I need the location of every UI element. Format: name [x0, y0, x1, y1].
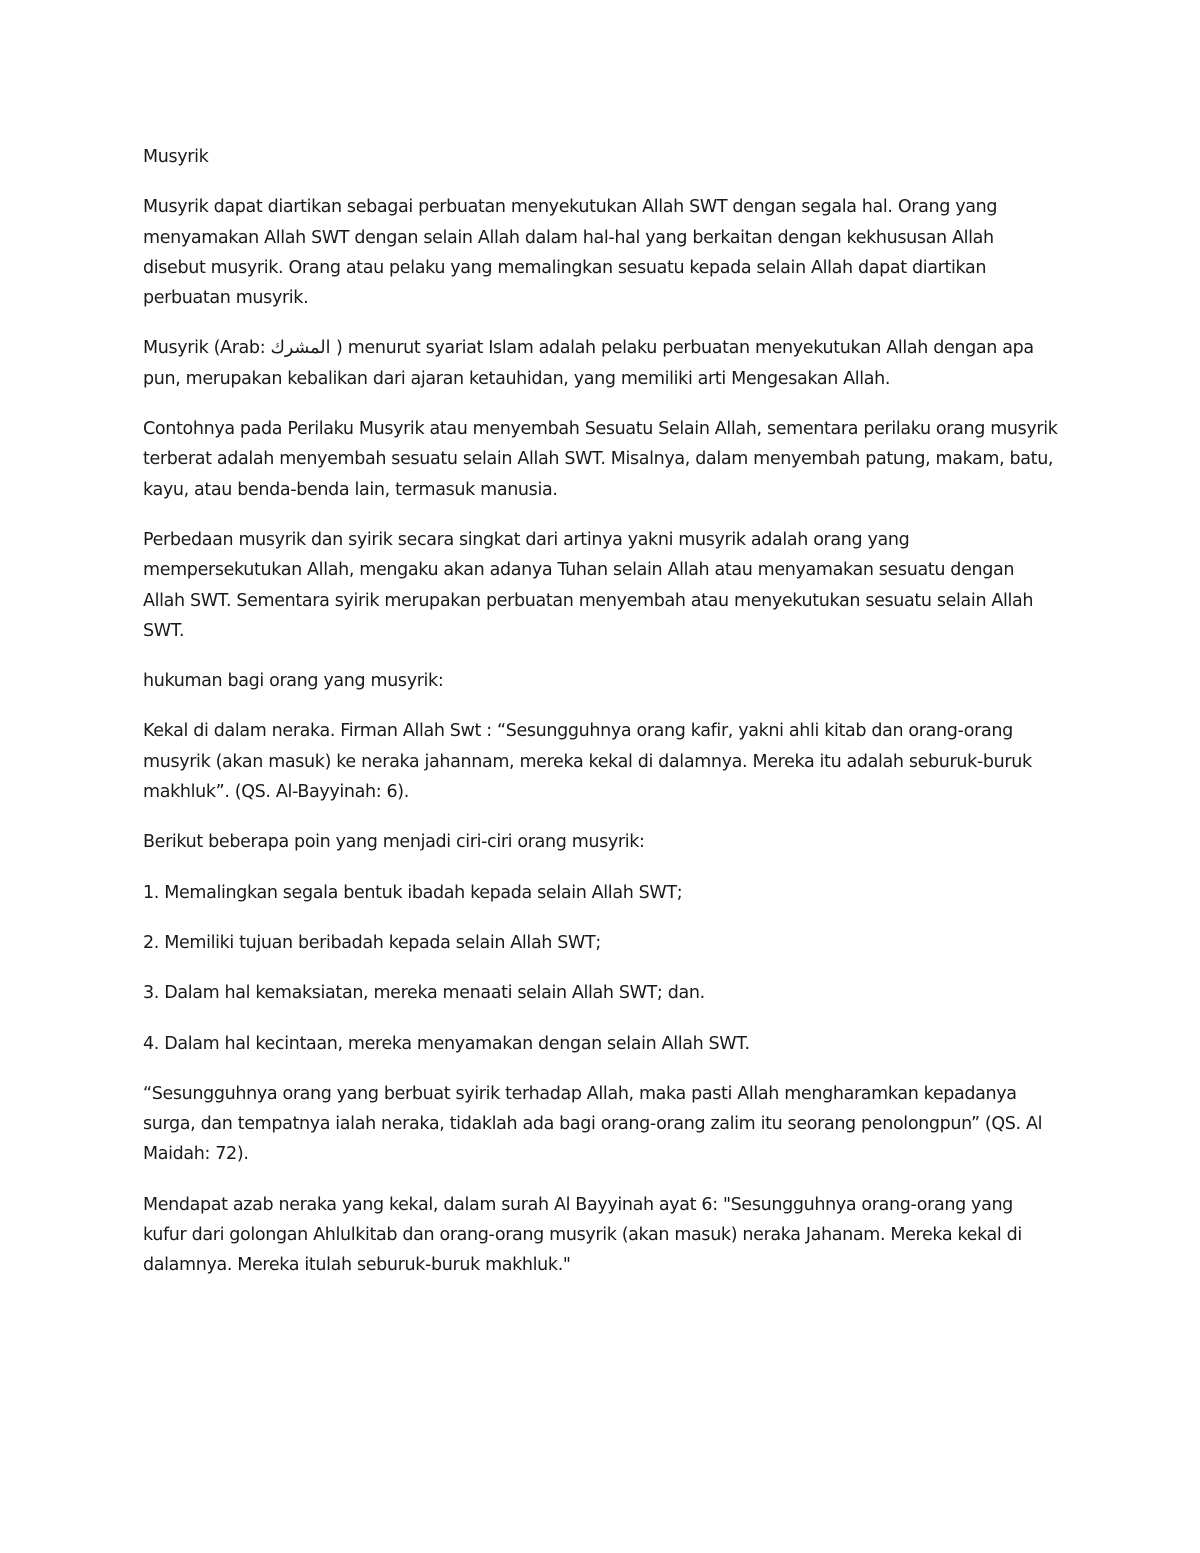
list-item: 1. Memalingkan segala bentuk ibadah kepada selain Allah SWT;	[143, 882, 683, 903]
paragraph-difference: Perbedaan musyrik dan syirik secara singkat dari artinya yakni musyrik adalah orang yang mempersekutukan Allah, mengaku akan adanya Tuhan selain Allah atau menyamakan sesuatu dengan Allah SWT. Sementara syirik merupakan perbuatan menyembah atau menyekutukan sesuatu selain Allah SWT.	[143, 529, 1034, 641]
paragraph-definition: Musyrik dapat diartikan sebagai perbuatan menyekutukan Allah SWT dengan segala hal. Orang yang menyamakan Allah SWT dengan selain Allah dalam hal-hal yang berkaitan dengan kekhususan Allah disebut musyrik. Orang atau pelaku yang memalingkan sesuatu kepada selain Allah dapat diartikan perbuatan musyrik.	[143, 197, 998, 309]
paragraph-arabic-term	[143, 333, 1060, 394]
paragraph-quote-al-maidah: “Sesungguhnya orang yang berbuat syirik terhadap Allah, maka pasti Allah mengharamkan kepadanya surga, dan tempatnya ialah neraka, tidaklah ada bagi orang-orang zalim itu seorang penolongpun” (QS. Al Maidah: 72).	[143, 1083, 1043, 1165]
paragraph-characteristics-heading: Berikut beberapa poin yang menjadi ciri-ciri orang musyrik:	[143, 832, 645, 853]
paragraph-arabic-term-before: Musyrik (Arab:	[143, 338, 271, 359]
paragraph-examples: Contohnya pada Perilaku Musyrik atau menyembah Sesuatu Selain Allah, sementara perilaku orang musyrik terberat adalah menyembah sesuatu selain Allah SWT. Misalnya, dalam menyembah patung, makam, batu, kayu, atau benda-benda lain, termasuk manusia.	[143, 419, 1058, 500]
document-title: Musyrik	[143, 147, 209, 167]
list-item: 3. Dalam hal kemaksiatan, mereka menaati selain Allah SWT; dan.	[143, 983, 705, 1004]
paragraph-arabic-term-after: ) menurut syariat Islam adalah pelaku perbuatan menyekutukan Allah dengan apa pun, merupakan kebalikan dari ajaran ketauhidan, yang memiliki arti Mengesakan Allah.	[143, 338, 1034, 389]
paragraph-quote-al-bayyinah: Mendapat azab neraka yang kekal, dalam surah Al Bayyinah ayat 6: "Sesungguhnya orang-orang yang kufur dari golongan Ahlulkitab dan orang-orang musyrik (akan masuk) neraka Jahanam. Mereka kekal di dalamnya. Mereka itulah seburuk-buruk makhluk."	[143, 1194, 1022, 1276]
list-item: 4. Dalam hal kecintaan, mereka menyamakan dengan selain Allah SWT.	[143, 1033, 750, 1054]
arabic-word: المشرك	[270, 338, 331, 359]
list-item: 2. Memiliki tujuan beribadah kepada selain Allah SWT;	[143, 932, 601, 953]
paragraph-punishment-heading: hukuman bagi orang yang musyrik:	[143, 671, 444, 692]
paragraph-eternal-hell: Kekal di dalam neraka. Firman Allah Swt : “Sesungguhnya orang kafir, yakni ahli kitab dan orang-orang musyrik (akan masuk) ke neraka jahannam, mereka kekal di dalamnya. Mereka itu adalah seburuk-buruk makhluk”. (QS. Al-Bayyinah: 6).	[143, 721, 1032, 803]
